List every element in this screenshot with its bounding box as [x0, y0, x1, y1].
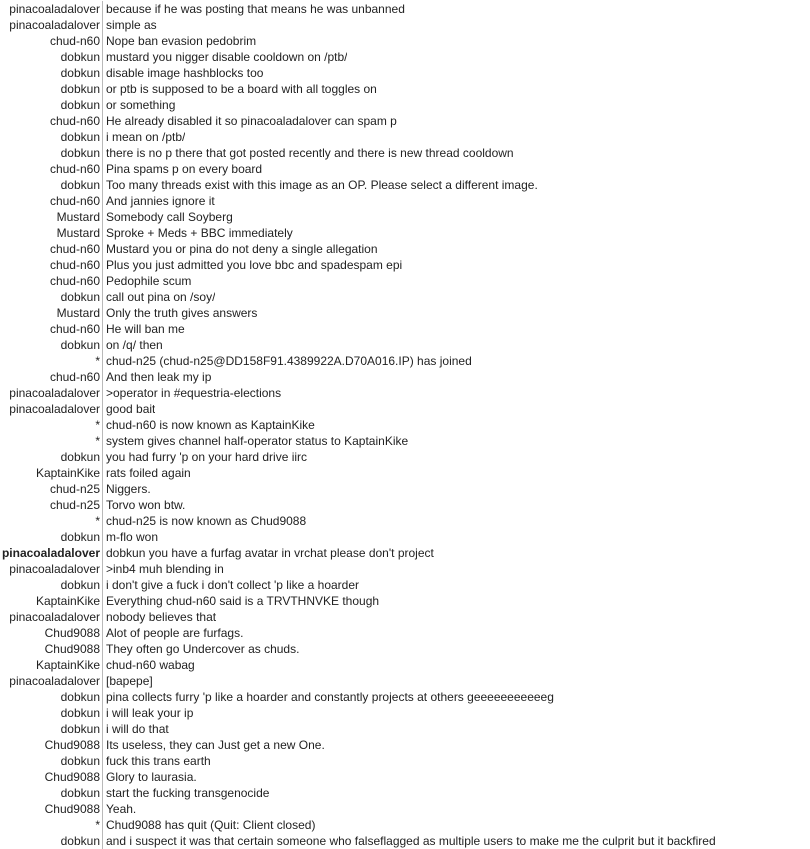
system-event-row — [0, 417, 810, 433]
message-nick — [0, 593, 103, 609]
message-text: on /q/ then — [106, 338, 163, 352]
chat-message-row — [0, 769, 810, 785]
chat-message-row — [0, 177, 810, 193]
message-text: because if he was posting that means he was unbanned — [106, 2, 405, 16]
message-text: dobkun you have a furfag avatar in vrchat please don't project — [106, 546, 434, 560]
message-nick-label: dobkun — [60, 50, 100, 64]
message-nick — [0, 65, 103, 81]
message-nick-label: chud-n60 — [49, 274, 100, 288]
chat-message-row — [0, 657, 810, 673]
message-nick-label: * — [95, 434, 100, 448]
message-text: Somebody call Soyberg — [106, 210, 233, 224]
message-nick — [0, 145, 103, 161]
chat-message-row — [0, 145, 810, 161]
message-nick-label: chud-n25 — [49, 482, 100, 496]
chat-message-row — [0, 465, 810, 481]
message-nick — [0, 129, 103, 145]
message-nick — [0, 529, 103, 545]
message-nick-label: * — [95, 514, 100, 528]
chat-message-row — [0, 193, 810, 209]
message-nick — [0, 561, 103, 577]
system-event-row — [0, 817, 810, 833]
chat-message-row — [0, 17, 810, 33]
message-text: pina collects furry 'p like a hoarder and constantly projects at others geeeeeeeeeeeg — [106, 690, 554, 704]
message-nick — [0, 385, 103, 401]
message-nick — [0, 417, 103, 433]
chat-message-row — [0, 561, 810, 577]
message-nick — [0, 49, 103, 65]
message-nick-label: chud-n60 — [49, 258, 100, 272]
message-nick-label: Mustard — [56, 210, 100, 224]
message-text: Sproke + Meds + BBC immediately — [106, 226, 293, 240]
message-text: Alot of people are furfags. — [106, 626, 244, 640]
message-nick-label: Mustard — [56, 226, 100, 240]
message-nick-label: Chud9088 — [44, 642, 100, 656]
system-event-row — [0, 513, 810, 529]
message-nick — [0, 641, 103, 657]
message-text: chud-n60 is now known as KaptainKike — [106, 418, 315, 432]
message-nick-label: Chud9088 — [44, 738, 100, 752]
chat-message-row — [0, 337, 810, 353]
message-text: He will ban me — [106, 322, 185, 336]
chat-message-row — [0, 241, 810, 257]
chat-message-row — [0, 49, 810, 65]
message-nick-label: dobkun — [60, 130, 100, 144]
chat-message-row — [0, 129, 810, 145]
message-nick-label: Mustard — [56, 306, 100, 320]
message-nick-label: dobkun — [60, 82, 100, 96]
chat-message-row — [0, 705, 810, 721]
chat-message-row — [0, 801, 810, 817]
message-text: you had furry 'p on your hard drive iirc — [106, 450, 308, 464]
message-nick-label: chud-n60 — [49, 162, 100, 176]
message-text: Too many threads exist with this image as an OP. Please select a different image. — [106, 178, 538, 192]
message-nick-label: pinacoaladalover — [1, 546, 100, 560]
message-text: Nope ban evasion pedobrim — [106, 34, 257, 48]
chat-message-row — [0, 833, 810, 849]
message-nick-label: dobkun — [60, 578, 100, 592]
chat-message-row — [0, 737, 810, 753]
message-nick-label: dobkun — [60, 690, 100, 704]
message-nick-label: pinacoaladalover — [9, 402, 100, 416]
message-nick — [0, 337, 103, 353]
message-nick-label: chud-n60 — [49, 114, 100, 128]
message-nick-label: chud-n60 — [49, 34, 100, 48]
chat-message-row — [0, 257, 810, 273]
chat-message-row — [0, 673, 810, 689]
message-nick — [0, 689, 103, 705]
chat-message-row — [0, 273, 810, 289]
message-nick — [0, 1, 103, 17]
message-nick — [0, 289, 103, 305]
chat-message-row — [0, 625, 810, 641]
message-text: simple as — [106, 18, 157, 32]
chat-message-row — [0, 497, 810, 513]
message-text: there is no p there that got posted recently and there is new thread cooldown — [106, 146, 514, 160]
message-nick-label: pinacoaladalover — [9, 562, 100, 576]
chat-message-row — [0, 481, 810, 497]
chat-message-row — [0, 161, 810, 177]
message-nick-label: * — [95, 818, 100, 832]
message-nick-label: dobkun — [60, 706, 100, 720]
message-nick — [0, 81, 103, 97]
message-nick — [0, 817, 103, 833]
message-text: And then leak my ip — [106, 370, 212, 384]
chat-message-row — [0, 753, 810, 769]
message-nick — [0, 625, 103, 641]
message-text: Chud9088 has quit (Quit: Client closed) — [106, 818, 316, 832]
message-nick — [0, 161, 103, 177]
message-nick-label: chud-n60 — [49, 370, 100, 384]
message-nick — [0, 241, 103, 257]
chat-message-row — [0, 225, 810, 241]
message-text: And jannies ignore it — [106, 194, 215, 208]
chat-message-row — [0, 369, 810, 385]
message-nick — [0, 657, 103, 673]
chat-message-row — [0, 641, 810, 657]
system-event-row — [0, 433, 810, 449]
message-text: >inb4 muh blending in — [106, 562, 224, 576]
message-nick-label: KaptainKike — [35, 658, 100, 672]
chat-message-row — [0, 97, 810, 113]
message-nick — [0, 785, 103, 801]
message-text: or something — [106, 98, 176, 112]
message-nick-label: Chud9088 — [44, 770, 100, 784]
message-nick-label: dobkun — [60, 66, 100, 80]
message-text: chud-n25 is now known as Chud9088 — [106, 514, 307, 528]
message-nick — [0, 577, 103, 593]
message-text: Only the truth gives answers — [106, 306, 258, 320]
message-text: Mustard you or pina do not deny a single allegation — [106, 242, 378, 256]
message-text: good bait — [106, 402, 156, 416]
message-text: or ptb is supposed to be a board with all toggles on — [106, 82, 377, 96]
message-text: nobody believes that — [106, 610, 217, 624]
message-text: m-flo won — [106, 530, 159, 544]
message-text: i don't give a fuck i don't collect 'p like a hoarder — [106, 578, 360, 592]
chat-message-row — [0, 609, 810, 625]
chat-message-row — [0, 401, 810, 417]
message-text: Pedophile scum — [106, 274, 192, 288]
message-nick — [0, 433, 103, 449]
message-nick-label: pinacoaladalover — [9, 674, 100, 688]
message-nick-label: chud-n60 — [49, 194, 100, 208]
chat-message-row — [0, 545, 810, 561]
message-text: fuck this trans earth — [106, 754, 211, 768]
message-nick — [0, 193, 103, 209]
message-nick — [0, 545, 103, 561]
chat-message-row — [0, 209, 810, 225]
message-nick — [0, 257, 103, 273]
chat-message-row — [0, 593, 810, 609]
message-nick — [0, 497, 103, 513]
message-text: >operator in #equestria-elections — [106, 386, 282, 400]
message-text: Glory to laurasia. — [106, 770, 197, 784]
message-text: Torvo won btw. — [106, 498, 186, 512]
message-nick — [0, 753, 103, 769]
message-nick-label: dobkun — [60, 178, 100, 192]
message-text: He already disabled it so pinacoaladalover can spam p — [106, 114, 397, 128]
message-nick — [0, 673, 103, 689]
message-text: disable image hashblocks too — [106, 66, 264, 80]
message-nick-label: Chud9088 — [44, 626, 100, 640]
message-text: i will leak your ip — [106, 706, 194, 720]
chat-message-row — [0, 65, 810, 81]
message-nick — [0, 209, 103, 225]
message-text: mustard you nigger disable cooldown on /ptb/ — [106, 50, 348, 64]
chat-message-row — [0, 113, 810, 129]
message-nick-label: dobkun — [60, 754, 100, 768]
message-nick-label: KaptainKike — [35, 594, 100, 608]
message-text: Everything chud-n60 said is a TRVTHNVKE though — [106, 594, 380, 608]
message-nick — [0, 177, 103, 193]
message-nick — [0, 305, 103, 321]
chat-message-row — [0, 81, 810, 97]
message-nick-label: dobkun — [60, 338, 100, 352]
message-nick — [0, 465, 103, 481]
chat-message-row — [0, 33, 810, 49]
message-text: call out pina on /soy/ — [106, 290, 216, 304]
message-nick-label: dobkun — [60, 834, 100, 848]
chat-message-row — [0, 385, 810, 401]
message-nick — [0, 369, 103, 385]
message-nick-label: dobkun — [60, 450, 100, 464]
chat-message-row — [0, 577, 810, 593]
message-nick-label: dobkun — [60, 290, 100, 304]
message-nick — [0, 225, 103, 241]
message-text: i mean on /ptb/ — [106, 130, 186, 144]
message-text: Niggers. — [106, 482, 151, 496]
message-text: Its useless, they can Just get a new One. — [106, 738, 325, 752]
message-nick — [0, 97, 103, 113]
message-nick-label: chud-n25 — [49, 498, 100, 512]
message-text: rats foiled again — [106, 466, 191, 480]
message-nick — [0, 321, 103, 337]
message-nick — [0, 17, 103, 33]
message-nick — [0, 481, 103, 497]
message-text: [bapepe] — [106, 674, 153, 688]
message-nick-label: chud-n60 — [49, 242, 100, 256]
message-nick-label: pinacoaladalover — [9, 386, 100, 400]
chat-message-row — [0, 529, 810, 545]
message-text: and i suspect it was that certain someone who falseflagged as multiple users to make me the culprit but it backfired — [106, 834, 716, 848]
message-nick — [0, 113, 103, 129]
message-text: Plus you just admitted you love bbc and spadespam epi — [106, 258, 403, 272]
message-nick — [0, 833, 103, 849]
message-nick — [0, 401, 103, 417]
message-nick-label: Chud9088 — [44, 802, 100, 816]
message-text: start the fucking transgenocide — [106, 786, 270, 800]
message-nick — [0, 769, 103, 785]
message-nick-label: dobkun — [60, 786, 100, 800]
chat-message-row — [0, 305, 810, 321]
message-text: They often go Undercover as chuds. — [106, 642, 300, 656]
message-nick-label: chud-n60 — [49, 322, 100, 336]
chat-message-row — [0, 785, 810, 801]
message-text: i will do that — [106, 722, 169, 736]
message-nick — [0, 353, 103, 369]
message-text: system gives channel half-operator status to KaptainKike — [106, 434, 409, 448]
message-nick — [0, 721, 103, 737]
chat-message-row — [0, 449, 810, 465]
message-nick — [0, 737, 103, 753]
message-nick-label: pinacoaladalover — [9, 18, 100, 32]
message-nick-label: * — [95, 418, 100, 432]
message-text: chud-n60 wabag — [106, 658, 195, 672]
message-nick — [0, 609, 103, 625]
message-nick-label: dobkun — [60, 722, 100, 736]
system-event-row — [0, 353, 810, 369]
message-nick-label: KaptainKike — [35, 466, 100, 480]
chat-message-row — [0, 721, 810, 737]
message-nick — [0, 449, 103, 465]
message-text: Yeah. — [106, 802, 137, 816]
message-nick — [0, 705, 103, 721]
chat-message-row — [0, 689, 810, 705]
message-nick-label: pinacoaladalover — [9, 610, 100, 624]
message-nick-label: dobkun — [60, 146, 100, 160]
chat-message-row — [0, 289, 810, 305]
message-nick-label: pinacoaladalover — [9, 2, 100, 16]
message-nick — [0, 801, 103, 817]
chat-message-row — [0, 321, 810, 337]
message-nick-label: dobkun — [60, 98, 100, 112]
message-nick — [0, 33, 103, 49]
message-nick-label: dobkun — [60, 530, 100, 544]
chat-message-row — [0, 1, 810, 17]
message-text: Pina spams p on every board — [106, 162, 263, 176]
message-nick — [0, 513, 103, 529]
message-text: chud-n25 (chud-n25@DD158F91.4389922A.D70A016.IP) has joined — [106, 354, 472, 368]
message-nick — [0, 273, 103, 289]
message-nick-label: * — [95, 354, 100, 368]
